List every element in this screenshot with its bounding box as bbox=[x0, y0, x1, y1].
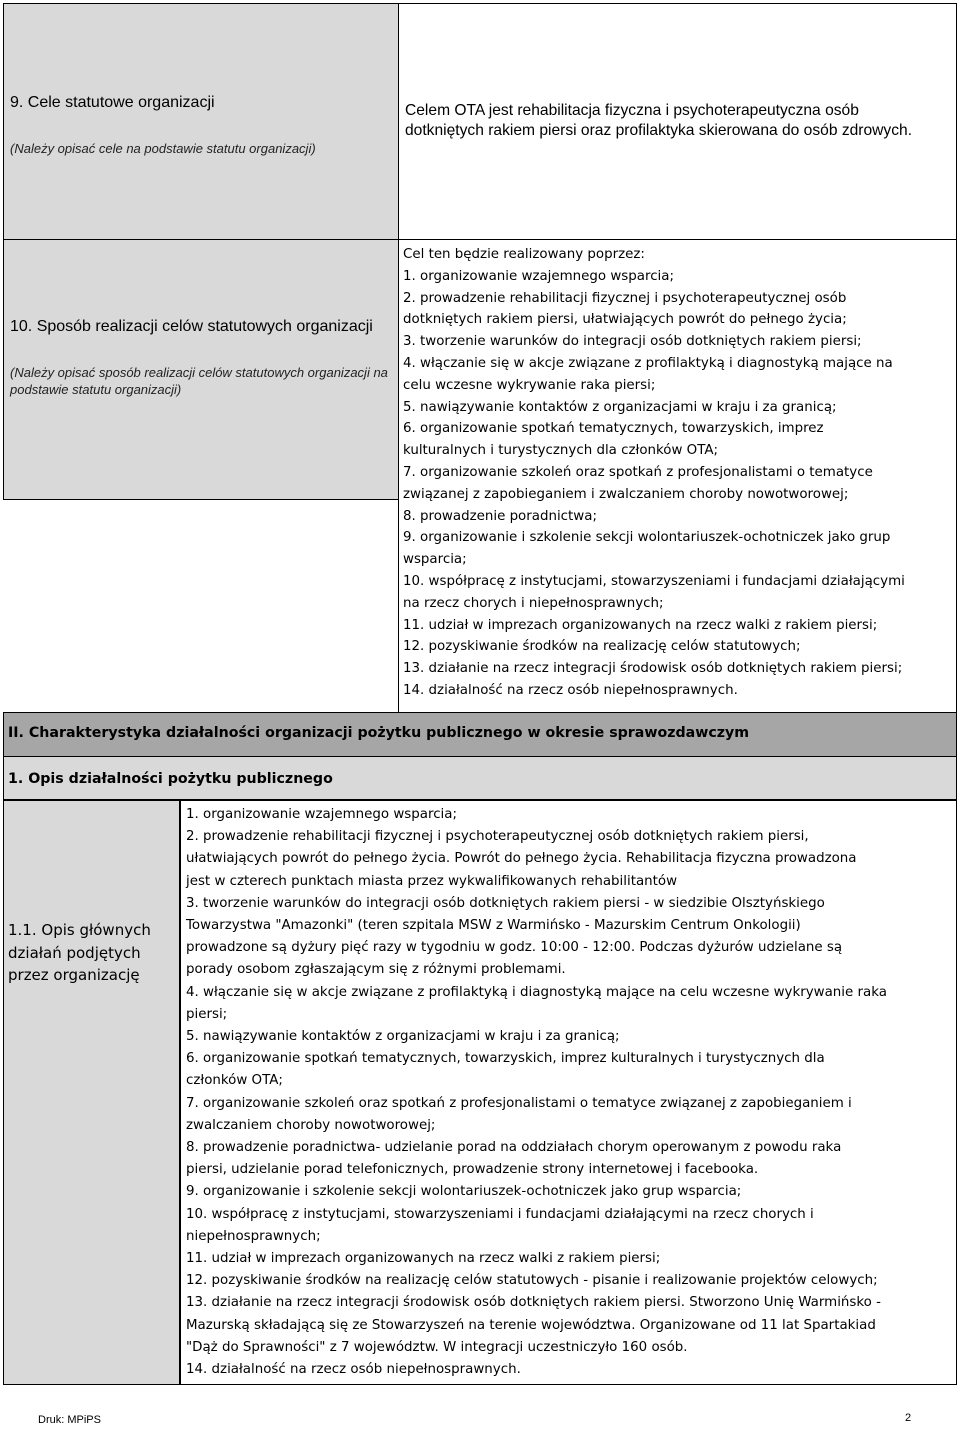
section-10-line: 1. organizowanie wzajemnego wsparcia; bbox=[403, 268, 674, 284]
section-10-line: 9. organizowanie i szkolenie sekcji wolontariuszek-ochotniczek jako grup bbox=[403, 530, 891, 546]
section-1-1-line: 7. organizowanie szkoleń oraz spotkań z profesjonalistami o tematyce związanej z zapobieganiem i bbox=[186, 1095, 852, 1111]
section-10-line: 7. organizowanie szkoleń oraz spotkań z profesjonalistami o tematyce bbox=[403, 464, 873, 480]
section-1-1-line: 10. współpracę z instytucjami, stowarzyszeniami i fundacjami działającymi na rzecz chorych i bbox=[186, 1206, 814, 1222]
section-1-1-line: 11. udział w imprezach organizowanych na rzecz walki z rakiem piersi; bbox=[186, 1251, 661, 1267]
section-10-label-cell bbox=[3, 239, 399, 500]
section-10-hint bbox=[10, 364, 388, 398]
section-10-hint-line: (Należy opisać sposób realizacji celów statutowych organizacji na bbox=[10, 365, 388, 380]
section-1-1-line: członków OTA; bbox=[186, 1073, 283, 1089]
section-1-1-line: piersi, udzielanie porad telefonicznych, prowadzenie strony internetowej i facebooka. bbox=[186, 1162, 759, 1178]
section-1-1-line: ułatwiających powrót do pełnego życia. Powrót do pełnego życia. Rehabilitacja fizyczna prowadzona bbox=[186, 851, 857, 867]
section-1-1-line: piersi; bbox=[186, 1006, 228, 1022]
section-10-line: 3. tworzenie warunków do integracji osób dotkniętych rakiem piersi; bbox=[403, 334, 862, 350]
section-9-hint: (Należy opisać cele na podstawie statutu organizacji) bbox=[10, 141, 316, 156]
section-10-line: 4. włączanie się w akcje związane z profilaktyką i diagnostyką mające na bbox=[403, 355, 893, 371]
section-ii-header bbox=[3, 712, 957, 757]
section-1-1-line: 4. włączanie się w akcje związane z profilaktyką i diagnostyką mające na celu wczesne wykrywanie raka bbox=[186, 984, 887, 1000]
section-10-line: celu wczesne wykrywanie raka piersi; bbox=[403, 377, 656, 393]
section-1-1-line: 5. nawiązywanie kontaktów z organizacjami w kraju i za granicą; bbox=[186, 1029, 620, 1045]
section-1-1-line: 13. działanie na rzecz integracji środowisk osób dotkniętych rakiem piersi. Stworzono Unię Warmińsko - bbox=[186, 1295, 881, 1311]
section-10-line: 5. nawiązywanie kontaktów z organizacjami w kraju i za granicą; bbox=[403, 399, 837, 415]
section-1-title: 1. Opis działalności pożytku publicznego bbox=[8, 771, 333, 787]
section-ii-title: II. Charakterystyka działalności organizacji pożytku publicznego w okresie sprawozdawczym bbox=[8, 725, 750, 741]
section-1-1-line: Mazurską składającą się ze Stowarzyszeń na terenie województwa. Organizowane od 11 lat Spartakiad bbox=[186, 1317, 876, 1333]
section-10-title: 10. Sposób realizacji celów statutowych organizacji bbox=[10, 318, 373, 335]
section-1-1-line: 8. prowadzenie poradnictwa- udzielanie porad na oddziałach chorym operowanym z powodu raka bbox=[186, 1140, 842, 1156]
section-1-1-line: jest w czterech punktach miasta przez wykwalifikowanych rehabilitantów bbox=[186, 873, 678, 889]
section-10-line: związanej z zapobieganiem i zwalczaniem choroby nowotworowej; bbox=[403, 486, 849, 502]
section-1-1-line: Towarzystwa "Amazonki" (teren szpitala MSW z Warmińsko - Mazurskim Centrum Onkologii) bbox=[186, 918, 801, 934]
section-10-line: kulturalnych i turystycznych dla członków OTA; bbox=[403, 443, 719, 459]
section-1-1-title-line: 1.1. Opis głównych bbox=[8, 921, 151, 939]
section-1-1-line: 1. organizowanie wzajemnego wsparcia; bbox=[186, 807, 457, 822]
section-10-hint-line: podstawie statutu organizacji) bbox=[10, 382, 182, 397]
section-1-1-line: porady osobom zgłaszającym się z różnymi problemami. bbox=[186, 962, 566, 978]
section-10-line: 10. współpracę z instytucjami, stowarzyszeniami i fundacjami działającymi bbox=[403, 573, 905, 589]
section-1-1-content-cell bbox=[180, 800, 957, 1385]
section-9-line: dotkniętych rakiem piersi oraz profilaktyka skierowana do osób zdrowych. bbox=[405, 122, 913, 139]
print-label: Druk: MPiPS bbox=[38, 1414, 101, 1426]
section-1-1-line: zwalczaniem choroby nowotworowej; bbox=[186, 1117, 436, 1133]
section-10-line: 6. organizowanie spotkań tematycznych, towarzyskich, imprez bbox=[403, 421, 824, 437]
section-9-content-cell bbox=[398, 3, 957, 240]
section-1-1-line: 9. organizowanie i szkolenie sekcji wolontariuszek-ochotniczek jako grup wsparcia; bbox=[186, 1184, 742, 1200]
section-1-1-line: 6. organizowanie spotkań tematycznych, towarzyskich, imprez kulturalnych i turystycznych dla bbox=[186, 1051, 825, 1067]
section-1-1-title-line: działań podjętych bbox=[8, 943, 141, 962]
section-10-line: 14. działalność na rzecz osób niepełnosprawnych. bbox=[403, 682, 738, 698]
section-1-1-content bbox=[186, 804, 887, 1381]
section-1-1-line: 3. tworzenie warunków do integracji osób dotkniętych rakiem piersi - w siedzibie Olsztyńskiego bbox=[186, 895, 825, 911]
section-10-content-cell bbox=[398, 239, 957, 713]
section-10-line: 13. działanie na rzecz integracji środowisk osób dotkniętych rakiem piersi; bbox=[403, 661, 903, 677]
section-10-content bbox=[403, 244, 905, 702]
section-1-1-line: 2. prowadzenie rehabilitacji fizycznej i psychoterapeutycznej osób dotkniętych rakiem piersi, bbox=[186, 829, 809, 845]
section-10-line: Cel ten będzie realizowany poprzez: bbox=[403, 247, 645, 262]
section-1-header bbox=[3, 756, 957, 800]
section-1-1-line: 14. działalność na rzecz osób niepełnosprawnych. bbox=[186, 1362, 521, 1378]
section-1-1-label-cell bbox=[3, 800, 180, 1385]
section-1-1-line: "Dąż do Sprawności" z 7 województw. W integracji uczestniczyło 160 osób. bbox=[186, 1339, 688, 1355]
section-1-1-title-line: przez organizację bbox=[8, 966, 140, 984]
section-1-1-title bbox=[8, 919, 151, 987]
section-9-content bbox=[405, 101, 912, 141]
section-9-title: 9. Cele statutowe organizacji bbox=[10, 94, 215, 111]
section-10-line: dotkniętych rakiem piersi, ułatwiających powrót do pełnego życia; bbox=[403, 312, 847, 328]
section-10-line: 2. prowadzenie rehabilitacji fizycznej i psychoterapeutycznej osób bbox=[403, 290, 847, 306]
section-10-line: wsparcia; bbox=[403, 552, 467, 568]
section-1-1-line: prowadzone są dyżury pięć razy w tygodniu w godz. 10:00 - 12:00. Podczas dyżurów udzielane są bbox=[186, 940, 843, 956]
section-10-line: 8. prowadzenie poradnictwa; bbox=[403, 508, 597, 524]
section-10-line: 11. udział w imprezach organizowanych na rzecz walki z rakiem piersi; bbox=[403, 617, 878, 633]
section-9-label-cell bbox=[3, 3, 399, 240]
section-9-line: Celem OTA jest rehabilitacja fizyczna i psychoterapeutyczna osób bbox=[405, 102, 859, 119]
section-10-line: na rzecz chorych i niepełnosprawnych; bbox=[403, 595, 664, 611]
section-1-1-line: 12. pozyskiwanie środków na realizację celów statutowych - pisanie i realizowanie projektów celowych; bbox=[186, 1273, 878, 1289]
page-number: 2 bbox=[905, 1412, 912, 1424]
section-10-line: 12. pozyskiwanie środków na realizację celów statutowych; bbox=[403, 639, 801, 655]
section-1-1-line: niepełnosprawnych; bbox=[186, 1228, 321, 1244]
